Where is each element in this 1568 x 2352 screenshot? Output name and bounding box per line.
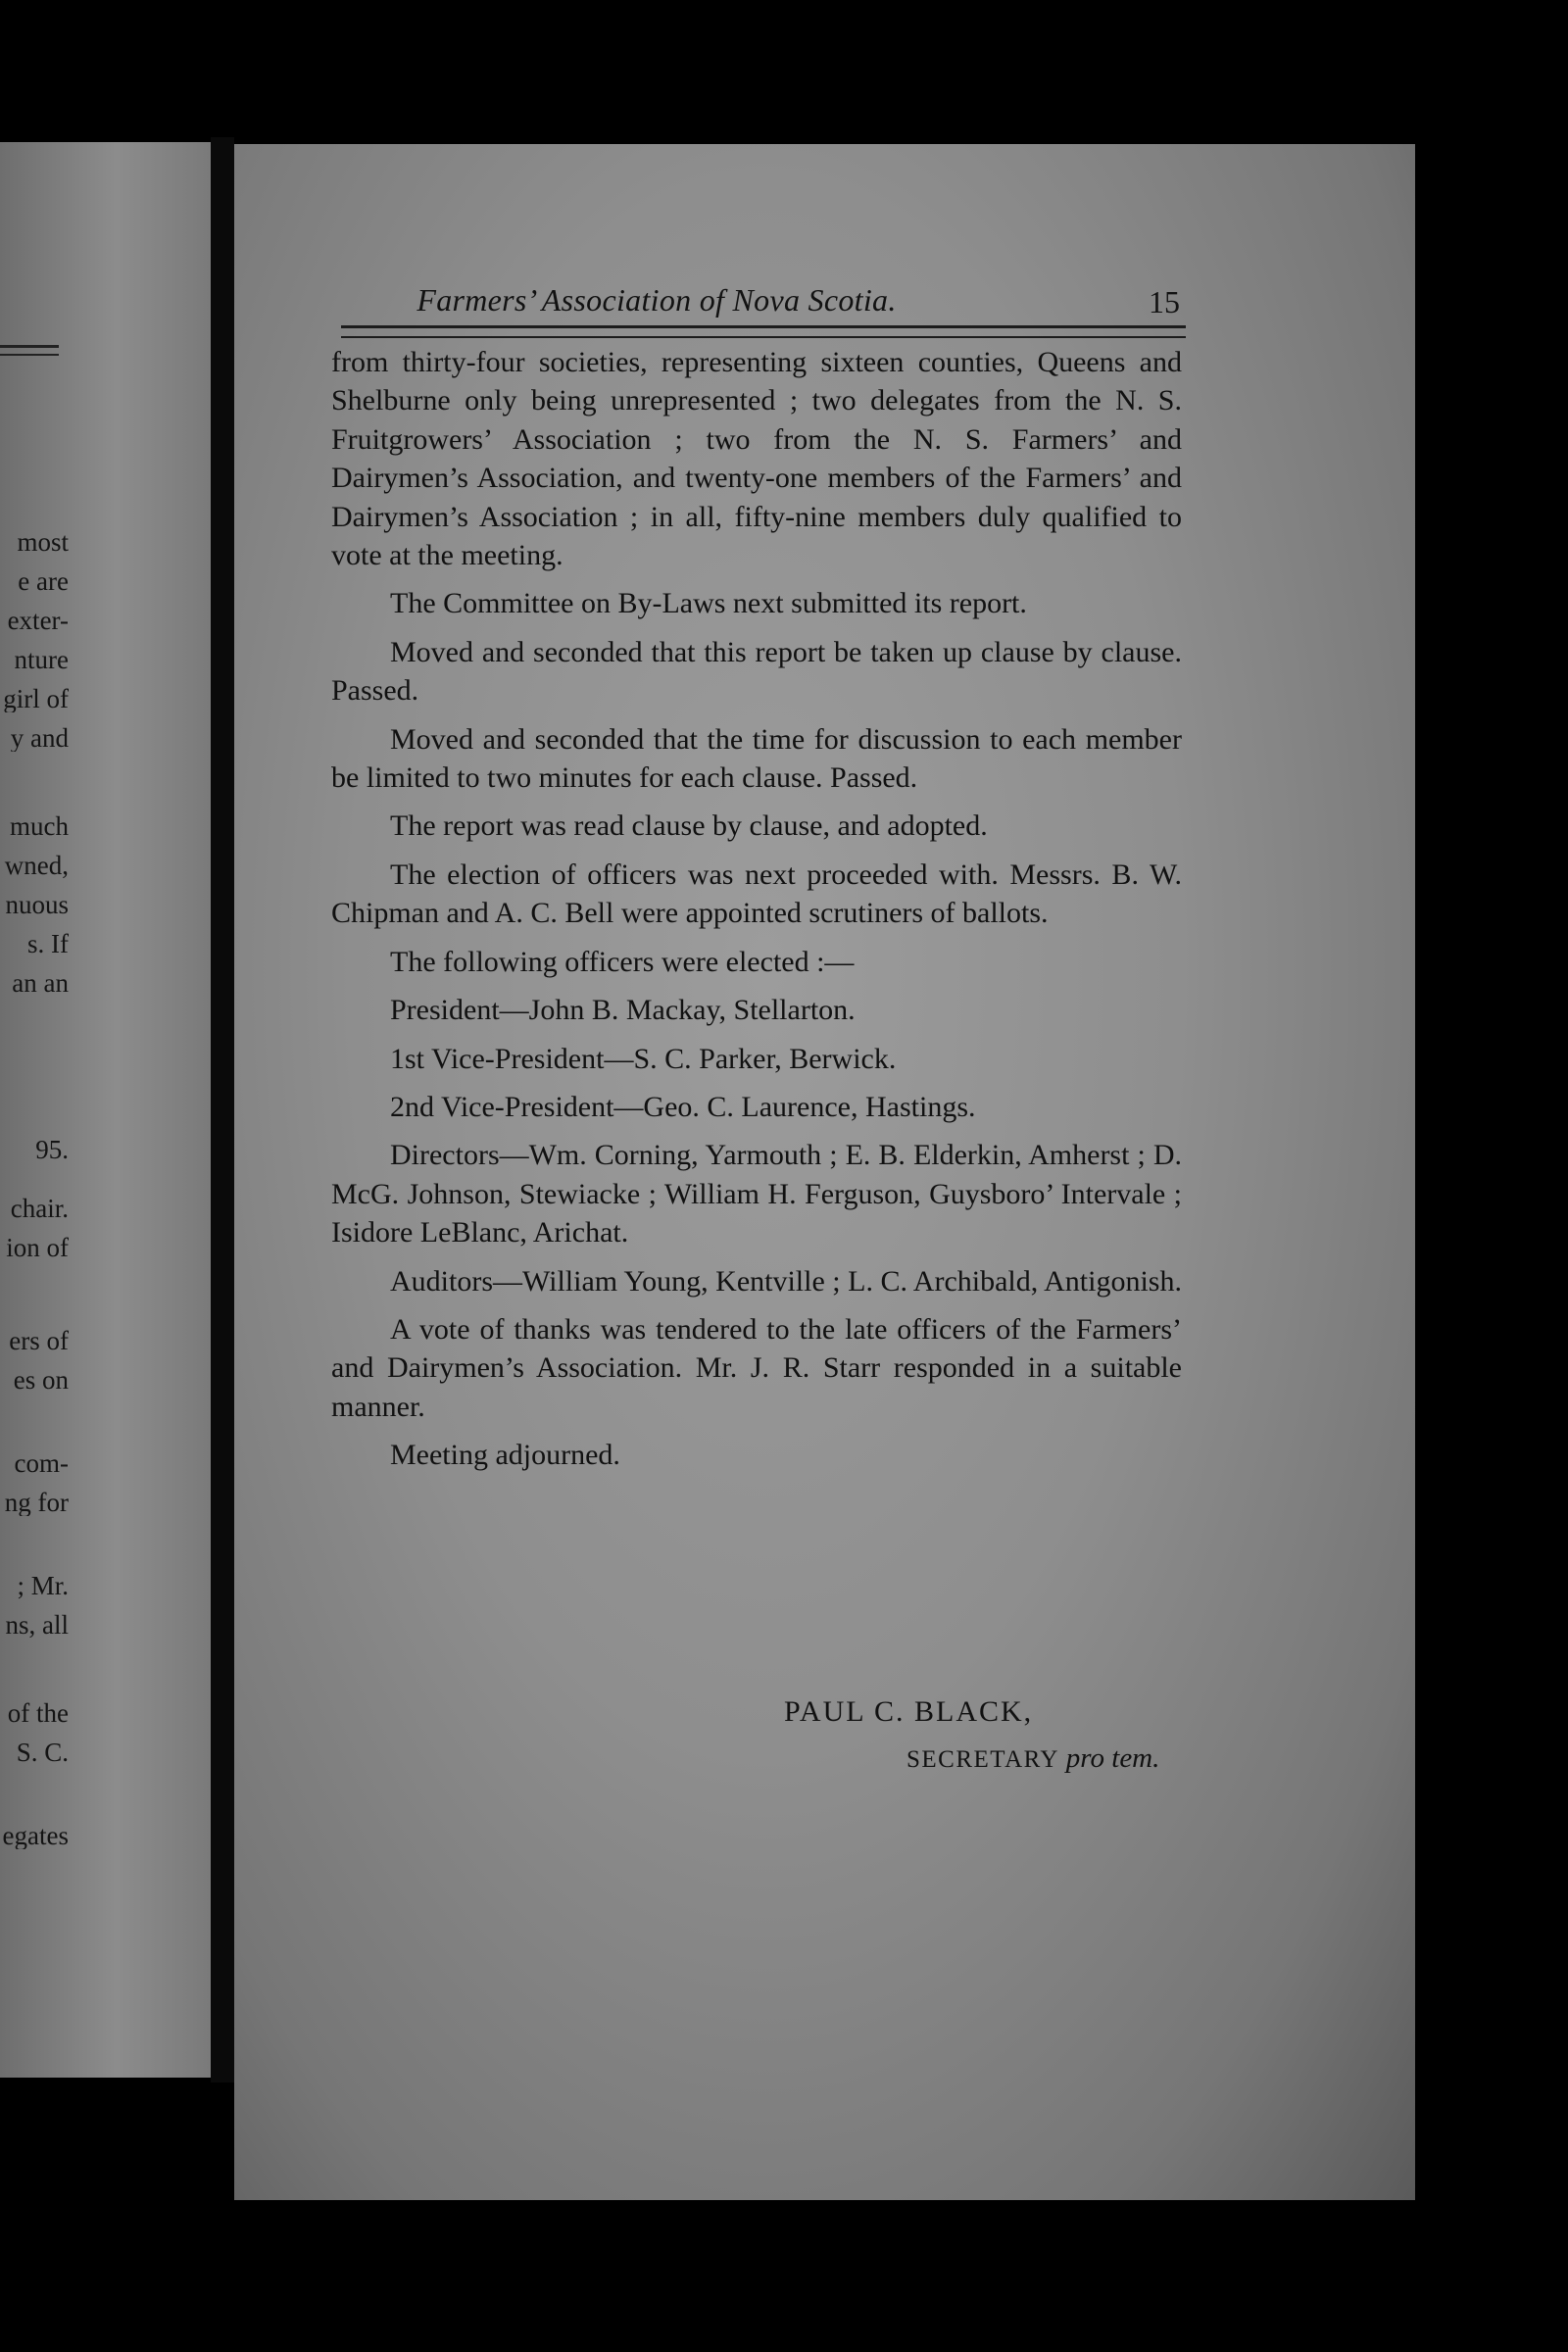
previous-page-rule: [0, 345, 59, 356]
previous-page-line: 95.: [35, 1137, 69, 1163]
previous-page-fragment: [0, 142, 211, 2078]
previous-page-line: ers of: [9, 1328, 69, 1354]
previous-page-line: ion of: [6, 1235, 69, 1261]
running-head: Farmers’ Association of Nova Scotia.: [416, 282, 897, 318]
previous-page-line: most: [17, 529, 69, 556]
signature-name: PAUL C. BLACK,: [784, 1695, 1034, 1728]
body-text: [331, 343, 1182, 1475]
previous-page-line: of the: [7, 1700, 69, 1727]
signature-title-text: SECRETARY: [906, 1746, 1059, 1773]
officer-line: Auditors—William Young, Kentville ; L. C. Archibald, Antigonish.: [390, 1264, 1182, 1298]
previous-page-line: much: [10, 813, 69, 840]
paragraph: Moved and seconded that the time for discussion to each member be limited to two minutes for each clause. Passed.: [331, 722, 1182, 795]
previous-page-line: s. If: [27, 931, 69, 957]
signature-title: [906, 1742, 1159, 1775]
header-rule: [341, 325, 1186, 338]
previous-page-line: an an: [12, 970, 69, 997]
previous-page-line: egates: [2, 1823, 69, 1849]
officer-line: 2nd Vice-President—Geo. C. Laurence, Hastings.: [390, 1090, 976, 1123]
officer-line: 1st Vice-President—S. C. Parker, Berwick.: [390, 1042, 897, 1075]
previous-page-line: y and: [10, 725, 69, 752]
previous-page-line: chair.: [10, 1196, 69, 1222]
previous-page-line: wned,: [4, 853, 69, 879]
paragraph: from thirty-four societies, representing sixteen counties, Queens and Shelburne only being unrepresented ; two delegates from the N. S. Fruitgrowers’ Association ; two from the N. S. Farmers’ and Dairymen’s Association, and twenty-one members of the Farmers’ and Dairymen’s Association ; in all, fifty-nine members duly qualified to vote at the meeting.: [331, 346, 1182, 572]
paragraph: The Committee on By-Laws next submitted its report.: [390, 587, 1027, 620]
paragraph: A vote of thanks was tendered to the late officers of the Farmers’ and Dairymen’s Association. Mr. J. R. Starr responded in a suitable manner.: [331, 1312, 1182, 1423]
officer-line: Directors—Wm. Corning, Yarmouth ; E. B. Elderkin, Amherst ; D. McG. Johnson, Stewiacke ; William H. Ferguson, Guysboro’ Intervale ; Isidore LeBlanc, Arichat.: [331, 1139, 1182, 1250]
previous-page-line: S. C.: [16, 1740, 69, 1766]
officer-line: President—John B. Mackay, Stellarton.: [390, 994, 856, 1027]
paragraph: Meeting adjourned.: [390, 1439, 620, 1472]
previous-page-line: exter-: [7, 608, 69, 634]
paragraph: Moved and seconded that this report be taken up clause by clause. Passed.: [331, 635, 1182, 708]
previous-page-line: ng for: [4, 1490, 69, 1516]
page-number: 15: [1149, 284, 1180, 319]
previous-page-line: ; Mr.: [17, 1573, 69, 1599]
previous-page-line: es on: [13, 1367, 69, 1394]
paragraph: The report was read clause by clause, and adopted.: [390, 809, 988, 843]
signature-title-suffix: pro tem.: [1065, 1742, 1160, 1774]
previous-page-line: girl of: [3, 686, 69, 712]
paragraph: The following officers were elected :—: [390, 945, 855, 978]
previous-page-line: ns, all: [5, 1612, 69, 1639]
previous-page-line: nture: [14, 647, 69, 673]
previous-page-line: e are: [18, 568, 69, 595]
previous-page-line: com-: [14, 1450, 69, 1477]
book-gutter: [211, 137, 234, 2082]
previous-page-line: nuous: [5, 892, 69, 918]
paragraph: The election of officers was next proceeded with. Messrs. B. W. Chipman and A. C. Bell were appointed scrutiners of ballots.: [331, 858, 1182, 930]
